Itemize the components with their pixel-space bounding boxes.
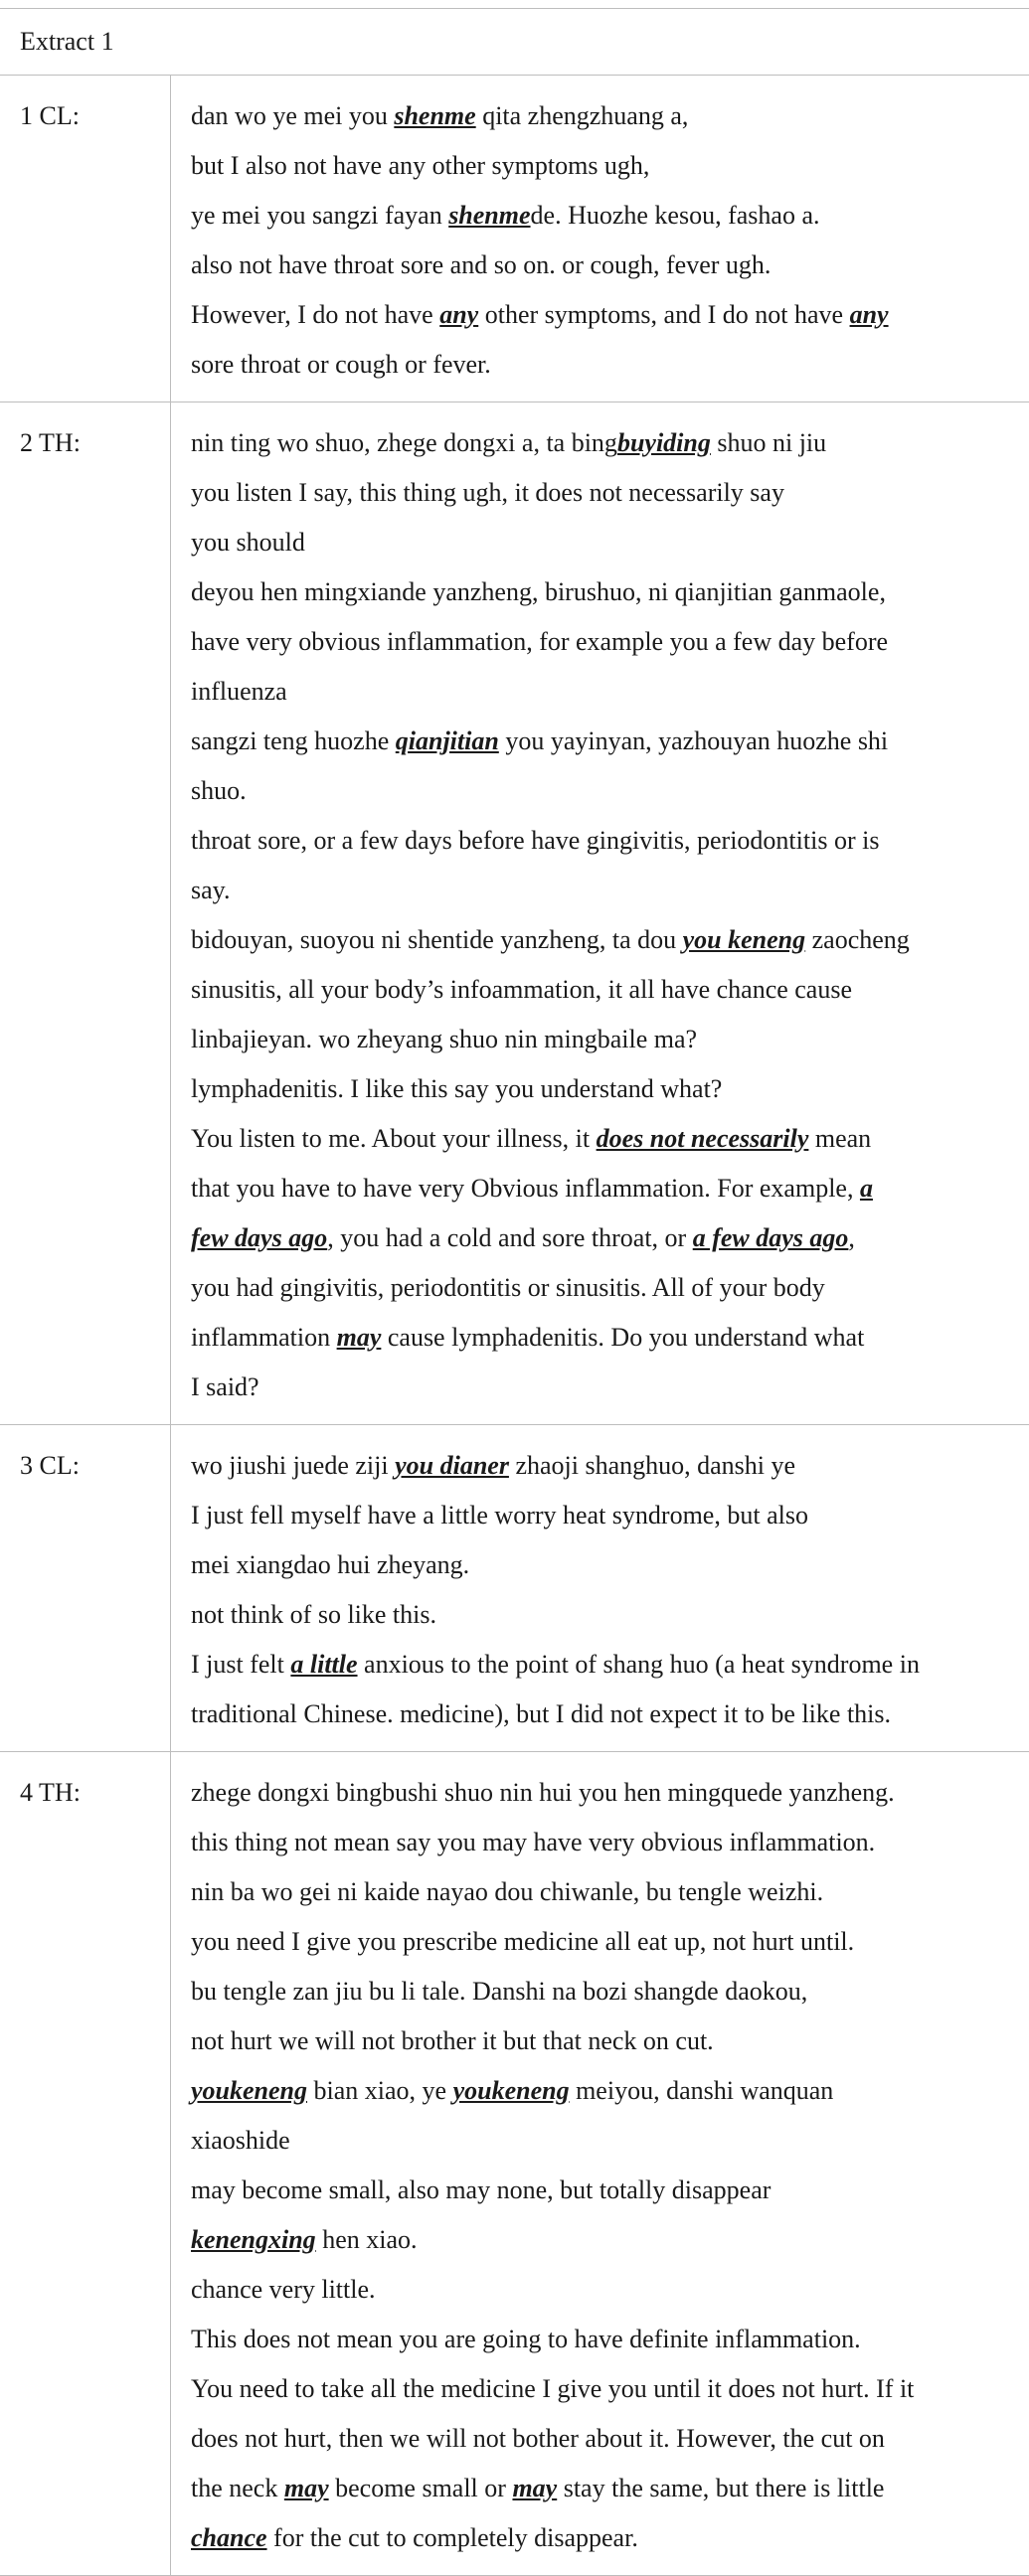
transcript-line <box>191 2166 1001 2215</box>
emphasized-term: kenengxing <box>191 2225 316 2254</box>
speaker-label: 4 TH: <box>0 1752 171 2575</box>
text-segment: the neck <box>191 2474 284 2502</box>
table-row <box>0 76 1029 402</box>
text-segment: traditional Chinese. medicine), but I did not expect it to be like this. <box>191 1699 892 1728</box>
transcript-line <box>191 617 1001 667</box>
text-segment: have very obvious inflammation, for example you a few day before <box>191 627 889 656</box>
transcript-line <box>191 1064 1001 1114</box>
text-segment: other symptoms, and I do not have <box>478 300 850 329</box>
transcript-line <box>191 91 1001 141</box>
transcript-line <box>191 1164 1001 1213</box>
text-segment: deyou hen mingxiande yanzheng, birushuo, ni qianjitian ganmaole, <box>191 577 886 606</box>
text-segment: sinusitis, all your body’s infoammation, it all have chance cause <box>191 975 853 1004</box>
text-segment: does not hurt, then we will not bother about it. However, the cut on <box>191 2424 885 2453</box>
text-segment: linbajieyan. wo zheyang shuo nin mingbaile ma? <box>191 1025 698 1053</box>
emphasized-term: may <box>283 2474 329 2502</box>
transcript-line <box>191 340 1001 390</box>
emphasized-term: does not necessarily <box>596 1124 809 1153</box>
transcript-line <box>191 1213 1001 1263</box>
transcript-line <box>191 766 1001 816</box>
text-segment: zhaoji shanghuo, danshi ye <box>508 1451 796 1480</box>
transcript-line <box>191 1917 1001 1967</box>
text-segment: dan wo ye mei you <box>191 101 395 130</box>
transcript-line <box>191 2364 1001 2414</box>
emphasized-term: may <box>336 1323 382 1352</box>
text-segment: influenza <box>191 677 287 706</box>
text-segment: cause lymphadenitis. Do you understand what <box>381 1323 865 1352</box>
extract-table <box>0 8 1029 2576</box>
text-segment: that you have to have very Obvious inflammation. For example, <box>191 1174 860 1203</box>
table-row <box>0 1425 1029 1752</box>
transcript-line <box>191 518 1001 567</box>
text-segment: I just felt <box>191 1650 291 1679</box>
text-segment: qita zhengzhuang a, <box>475 101 689 130</box>
transcript-line <box>191 1263 1001 1313</box>
transcript-line <box>191 2513 1001 2563</box>
text-segment: hen xiao. <box>315 2225 418 2254</box>
emphasized-term: shenme <box>448 201 531 230</box>
text-segment: you had gingivitis, periodontitis or sinusitis. All of your body <box>191 1273 825 1302</box>
transcript-line <box>191 866 1001 915</box>
emphasized-term: you keneng <box>682 925 806 954</box>
transcript-line <box>191 1967 1001 2016</box>
transcript-line <box>191 1540 1001 1590</box>
text-segment: nin ting wo shuo, zhege dongxi a, ta bing <box>191 428 617 457</box>
text-segment: nin ba wo gei ni kaide nayao dou chiwanle, bu tengle weizhi. <box>191 1877 824 1906</box>
emphasized-term: a few days ago <box>692 1223 849 1252</box>
emphasized-term: youkeneng <box>191 2076 307 2105</box>
transcript-line <box>191 667 1001 717</box>
emphasized-term: qianjitian <box>395 726 499 755</box>
text-segment: shuo ni jiu <box>710 428 827 457</box>
text-segment: become small or <box>328 2474 513 2502</box>
text-segment: you yayinyan, yazhouyan huozhe shi <box>498 726 889 755</box>
transcript-line <box>191 468 1001 518</box>
table-row <box>0 1752 1029 2576</box>
transcript-line <box>191 290 1001 340</box>
text-segment: xiaoshide <box>191 2126 290 2155</box>
transcript-line <box>191 1491 1001 1540</box>
text-segment: you should <box>191 528 305 557</box>
transcript-line <box>191 2315 1001 2364</box>
text-segment: mei xiangdao hui zheyang. <box>191 1550 470 1579</box>
text-segment: ye mei you sangzi fayan <box>191 201 449 230</box>
text-segment: I said? <box>191 1372 259 1401</box>
text-segment: may become small, also may none, but totally disappear <box>191 2175 772 2204</box>
transcript-line <box>191 2265 1001 2315</box>
text-segment: stay the same, but there is little <box>557 2474 885 2502</box>
emphasized-term: may <box>512 2474 558 2502</box>
text-segment: sangzi teng huozhe <box>191 726 396 755</box>
text-segment: zhege dongxi bingbushi shuo nin hui you hen mingquede yanzheng. <box>191 1778 895 1807</box>
transcript-line <box>191 2215 1001 2265</box>
text-segment: , you had a cold and sore throat, or <box>327 1223 693 1252</box>
transcript-line <box>191 1818 1001 1867</box>
text-segment: also not have throat sore and so on. or cough, fever ugh. <box>191 250 772 279</box>
transcript-line <box>191 2116 1001 2166</box>
transcript-line <box>191 2016 1001 2066</box>
transcript-line <box>191 141 1001 191</box>
transcript-line <box>191 1313 1001 1363</box>
transcript-line <box>191 1867 1001 1917</box>
transcript-line <box>191 567 1001 617</box>
text-segment: for the cut to completely disappear. <box>266 2523 638 2552</box>
transcript-line <box>191 191 1001 241</box>
emphasized-term: you dianer <box>395 1451 509 1480</box>
speaker-label: 2 TH: <box>0 402 171 1424</box>
transcript-line <box>191 2414 1001 2464</box>
text-segment: wo jiushi juede ziji <box>191 1451 396 1480</box>
transcript-line <box>191 1015 1001 1064</box>
transcript-line <box>191 1640 1001 1690</box>
transcript-cell <box>171 402 1029 1424</box>
text-segment: meiyou, danshi wanquan <box>569 2076 834 2105</box>
transcript-line <box>191 1690 1001 1739</box>
emphasized-term: any <box>439 300 479 329</box>
transcript-cell <box>171 76 1029 402</box>
text-segment: bian xiao, ye <box>307 2076 453 2105</box>
transcript-line <box>191 2066 1001 2116</box>
text-segment: lymphadenitis. I like this say you understand what? <box>191 1074 723 1103</box>
text-segment: However, I do not have <box>191 300 440 329</box>
transcript-line <box>191 1768 1001 1818</box>
emphasized-term: any <box>849 300 889 329</box>
text-segment: de. Huozhe kesou, fashao a. <box>530 201 820 230</box>
transcript-line <box>191 2464 1001 2513</box>
emphasized-term: few days ago <box>191 1223 328 1252</box>
text-segment: this thing not mean say you may have very obvious inflammation. <box>191 1828 876 1856</box>
transcript-line <box>191 965 1001 1015</box>
text-segment: you listen I say, this thing ugh, it does not necessarily say <box>191 478 784 507</box>
emphasized-term: a <box>859 1174 873 1203</box>
text-segment: anxious to the point of shang huo (a heat syndrome in <box>357 1650 920 1679</box>
text-segment: zaocheng <box>805 925 910 954</box>
transcript-line <box>191 1441 1001 1491</box>
table-title: Extract 1 <box>0 9 1029 76</box>
transcript-line <box>191 1590 1001 1640</box>
text-segment: shuo. <box>191 776 247 805</box>
transcript-line <box>191 1114 1001 1164</box>
table-body <box>0 76 1029 2576</box>
text-segment: chance very little. <box>191 2275 376 2304</box>
text-segment: , <box>848 1223 855 1252</box>
emphasized-term: buyiding <box>616 428 711 457</box>
transcript-line <box>191 418 1001 468</box>
text-segment: I just fell myself have a little worry heat syndrome, but also <box>191 1501 808 1530</box>
text-segment: throat sore, or a few days before have gingivitis, periodontitis or is <box>191 826 880 855</box>
transcript-cell <box>171 1425 1029 1751</box>
speaker-label: 1 CL: <box>0 76 171 402</box>
transcript-line <box>191 717 1001 766</box>
text-segment: You listen to me. About your illness, it <box>191 1124 597 1153</box>
transcript-line <box>191 1363 1001 1412</box>
text-segment: sore throat or cough or fever. <box>191 350 491 379</box>
text-segment: not think of so like this. <box>191 1600 436 1629</box>
emphasized-term: shenme <box>394 101 476 130</box>
text-segment: inflammation <box>191 1323 337 1352</box>
emphasized-term: youkeneng <box>452 2076 570 2105</box>
emphasized-term: chance <box>191 2523 267 2552</box>
transcript-cell <box>171 1752 1029 2575</box>
text-segment: You need to take all the medicine I give you until it does not hurt. If it <box>191 2374 915 2403</box>
text-segment: This does not mean you are going to have definite inflammation. <box>191 2325 861 2353</box>
transcript-line <box>191 816 1001 866</box>
table-row <box>0 402 1029 1425</box>
text-segment: mean <box>808 1124 872 1153</box>
text-segment: bidouyan, suoyou ni shentide yanzheng, ta dou <box>191 925 683 954</box>
text-segment: say. <box>191 876 231 904</box>
text-segment: not hurt we will not brother it but that neck on cut. <box>191 2026 714 2055</box>
emphasized-term: a little <box>290 1650 358 1679</box>
text-segment: but I also not have any other symptoms ugh, <box>191 151 650 180</box>
text-segment: bu tengle zan jiu bu li tale. Danshi na bozi shangde daokou, <box>191 1977 808 2006</box>
speaker-label: 3 CL: <box>0 1425 171 1751</box>
transcript-line <box>191 241 1001 290</box>
transcript-line <box>191 915 1001 965</box>
text-segment: you need I give you prescribe medicine all eat up, not hurt until. <box>191 1927 855 1956</box>
